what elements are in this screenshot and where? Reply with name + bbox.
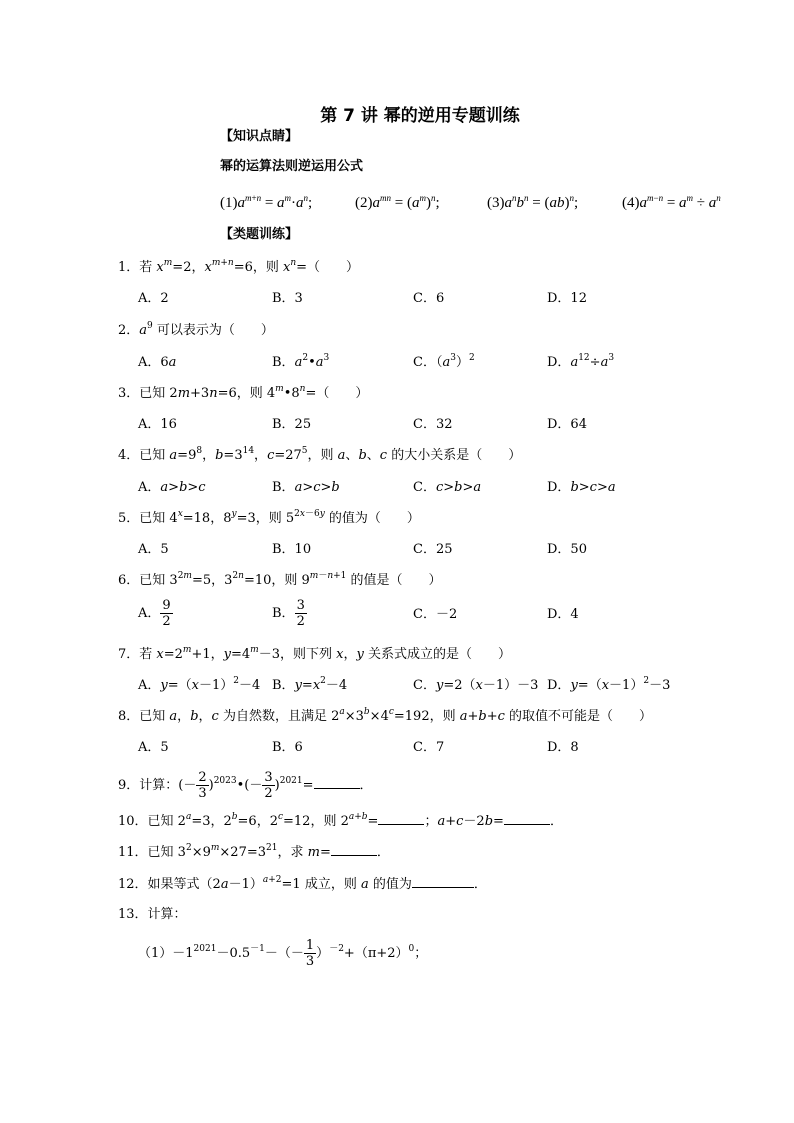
formula-3: $(3)a^nb^n = (ab)^n$;	[487, 193, 579, 211]
q7-option-d[interactable]: D．$y=(x-1)^2-3$	[547, 676, 671, 693]
question-3: 3．已知 2m+3n=6，则 $4^m•8^n=$（ ）	[118, 384, 369, 401]
q8-option-a[interactable]: A．5	[138, 740, 169, 755]
q1-option-c[interactable]: C．6	[413, 291, 445, 306]
formula-4: $(4)a^{m-n} = a^m \div a^n$	[622, 193, 721, 211]
question-2: 2．$a^9$ 可以表示为（ ）	[118, 321, 274, 338]
question-5: 5．已知 $4^x=18$，$8^y=3$，则 $5^{2x-6y}$ 的值为（ ）	[118, 509, 420, 526]
q2-option-b[interactable]: B．$a^2•a^3$	[272, 353, 330, 370]
question-4: 4．已知 $a=9^8$，$b=3^{14}$，$c=27^5$，则 a、b、c 的大小关系是（ ）	[118, 446, 522, 463]
q2-option-a[interactable]: A．6a	[138, 355, 177, 370]
q3-option-a[interactable]: A．16	[138, 417, 177, 432]
q4-option-c[interactable]: C．c>b>a	[413, 480, 482, 495]
q7-option-b[interactable]: B．$y=x^2-4$	[272, 676, 348, 693]
question-13: 13．计算：	[118, 907, 187, 922]
q6-option-d[interactable]: D．4	[547, 607, 579, 622]
q2-option-d[interactable]: D．$a^{12}\div a^3$	[547, 353, 615, 370]
page-title: 第 7 讲 幂的逆用专题训练	[320, 106, 520, 126]
q5-option-b[interactable]: B．10	[272, 542, 312, 557]
q1-option-b[interactable]: B．3	[272, 291, 303, 306]
question-7: 7．若 $x=2^m+1$，$y=4^m-3$，则下列 x，y 关系式成立的是（ ）	[118, 645, 511, 662]
q12-answer-blank[interactable]	[412, 875, 474, 888]
q8-option-d[interactable]: D．8	[547, 740, 579, 755]
q6-option-b[interactable]: B． $\frac{3}{2}$	[272, 598, 305, 629]
q8-option-c[interactable]: C．7	[413, 740, 445, 755]
q8-option-b[interactable]: B．6	[272, 740, 303, 755]
q5-option-c[interactable]: C．25	[413, 542, 453, 557]
question-10: 10．已知 $2^a=3$，$2^b=6$，$2^c=12$，则 $2^{a+b}=$ ；a+c－2b= ．	[118, 812, 563, 829]
q9-answer-blank[interactable]	[314, 776, 360, 789]
q13-stem-label: 计算：	[147, 907, 187, 922]
q4-option-d[interactable]: D．b>c>a	[547, 480, 616, 495]
q7-option-a[interactable]: A．$y=(x-1)^2-4$	[138, 676, 261, 693]
q3-option-c[interactable]: C．32	[413, 417, 453, 432]
q10-answer-blank-1[interactable]	[378, 812, 424, 825]
q1-option-d[interactable]: D．12	[547, 291, 587, 306]
q3-option-b[interactable]: B．25	[272, 417, 312, 432]
question-6: 6．已知 $3^{2m}=5$，$3^{2n}=10$，则 $9^{m-n+1}$ 的值是（ ）	[118, 571, 442, 588]
q11-answer-blank[interactable]	[331, 843, 377, 856]
q10-answer-blank-2[interactable]	[504, 812, 550, 825]
knowledge-subheading: 幂的运算法则逆运用公式	[220, 159, 364, 174]
question-11: 11．已知 $3^2\times 9^m\times 27=3^{21}$，求 m= ．	[118, 843, 390, 860]
question-13-part-1: $(1)-1^{2021}-0.5^{-1}-(-$ $\frac{1}{3}$ ）$^{-2}+(\pi+2)^0$；	[138, 938, 428, 969]
q2-option-c[interactable]: C．$(a^3)^2$	[413, 353, 475, 370]
q4-option-b[interactable]: B．a>c>b	[272, 480, 340, 495]
formula-2: $(2)a^{mn} = (a^m)^n$;	[355, 193, 440, 211]
q6-option-c[interactable]: C．－2	[413, 607, 458, 622]
q6-option-a[interactable]: A． $\frac{9}{2}$	[138, 598, 171, 629]
q7-option-c[interactable]: C．y=2（x－1）－3	[413, 678, 539, 693]
q1-option-a[interactable]: A．2	[138, 291, 169, 306]
q4-option-a[interactable]: A．a>b>c	[138, 480, 206, 495]
q3-option-d[interactable]: D．64	[547, 417, 587, 432]
q5-option-d[interactable]: D．50	[547, 542, 587, 557]
q5-option-a[interactable]: A．5	[138, 542, 169, 557]
section-practice-heading: 【类题训练】	[220, 227, 299, 242]
question-9: 9．计算：(－ $\frac{2}{3}$ )$^{2023}$•(－ $\frac{3}{2}$ )$^{2021}$= ．	[118, 770, 373, 801]
formula-1: $(1)a^{m+n} = a^m\cdot a^n$;	[220, 193, 313, 211]
question-1: 1．若 $x^m=2$，$x^{m+n}=6$，则 $x^n=$（ ）	[118, 258, 360, 275]
question-12: 12．如果等式$(2a-1)^{a+2}=1$ 成立，则 a 的值为 ．	[118, 875, 487, 892]
question-8: 8．已知 a，b，c 为自然数，且满足 $2^a\times 3^b\times 4^c=192$，则 a+b+c 的取值不可能是（ ）	[118, 707, 653, 724]
section-knowledge-heading: 【知识点睛】	[220, 129, 299, 144]
